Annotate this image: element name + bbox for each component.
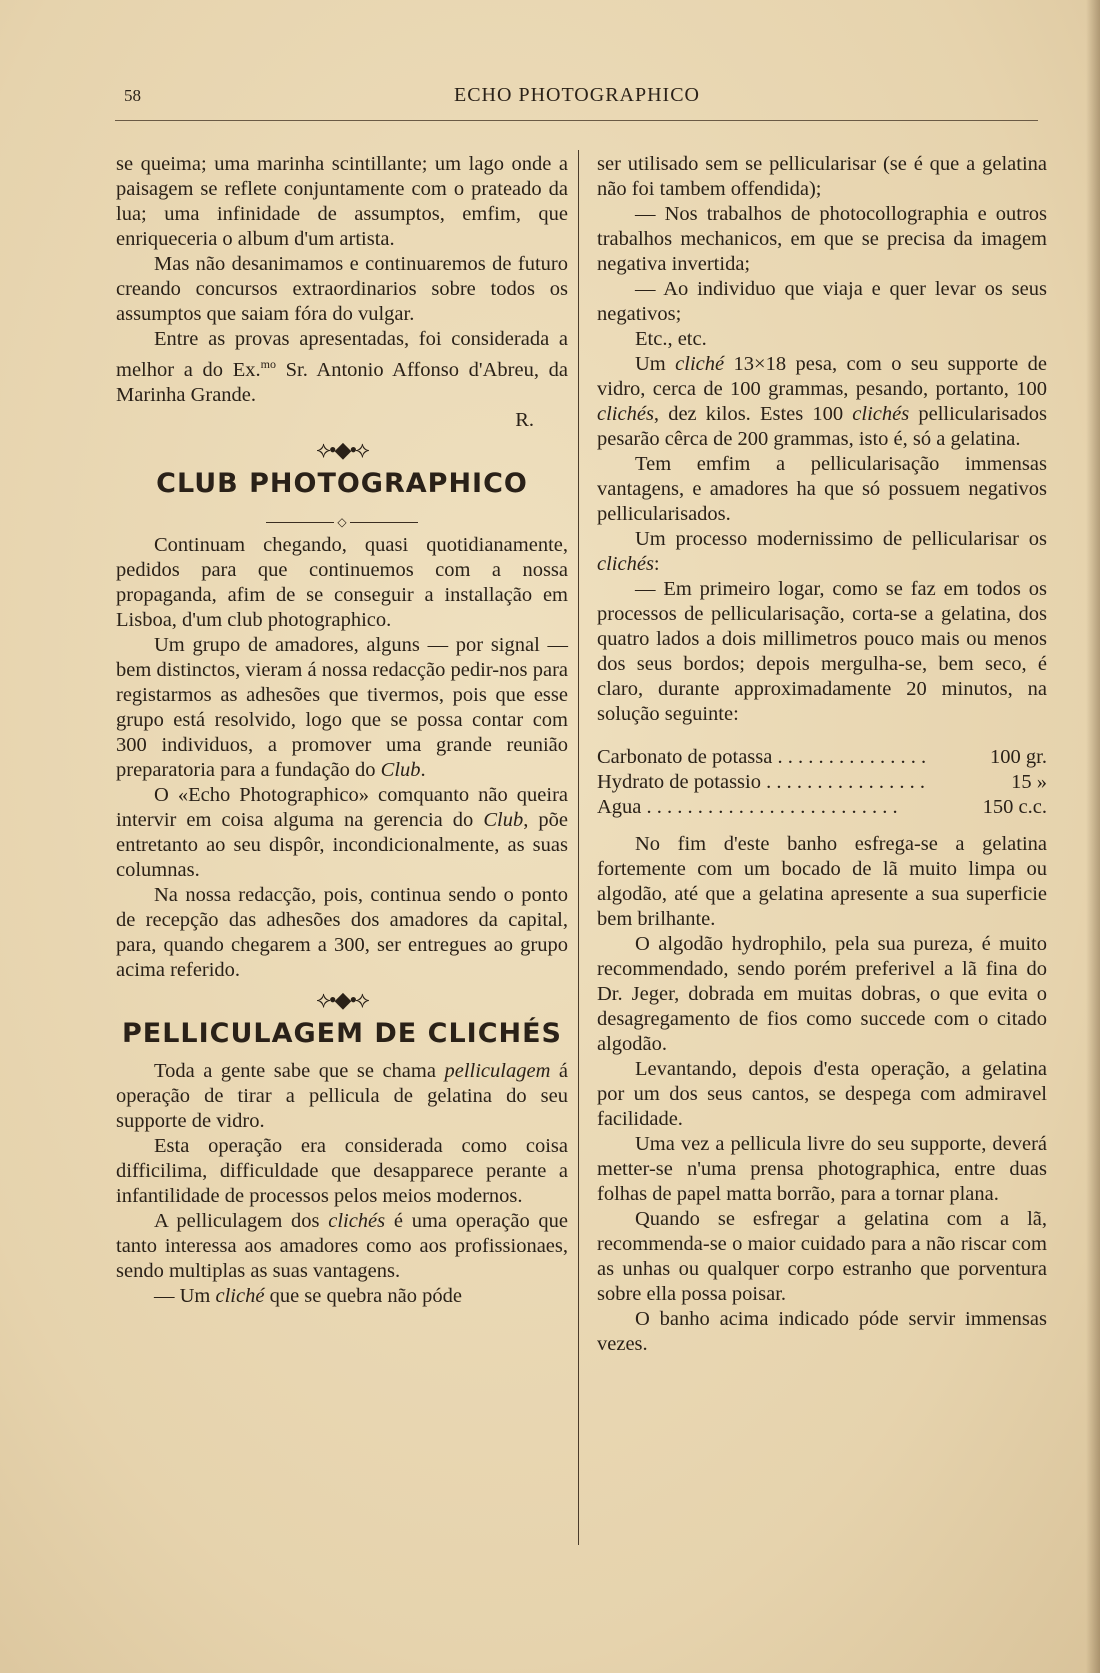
- italic-word: cliché: [215, 1284, 265, 1307]
- paragraph: Um grupo de amadores, alguns — por signal — bem distinctos, vieram á nossa redacção pedir-nos para registarmos as adhesões que tivermos, pois que esse grupo está resolvido, logo que se possa contar com 300 individuos, a promover uma grande reunião preparatoria para a fundação do Club.: [116, 633, 568, 781]
- paragraph: No fim d'este banho esfrega-se a gelatina fortemente com um bocado de lã muito limpa ou algodão, até que a gelatina apresente a sua superficie bem brilhante.: [597, 833, 1047, 930]
- text-run: é uma operação que tanto interessa aos amadores como aos profissionaes, sendo multiplas as suas vantagens.: [116, 1209, 569, 1282]
- formula-ingredient: Agua . . .: [597, 795, 931, 820]
- italic-word: pelliculagem: [444, 1059, 551, 1082]
- ornament-divider: ⟡•◆•⟡: [316, 986, 368, 1012]
- text-run: :: [653, 553, 660, 575]
- paragraph: — Em primeiro logar, como se faz em todos os processos de pellicularisação, corta-se a gelatina, dos quatro lados a dois millimetros pouco mais ou menos dos seus bordos; depois mergulha-se, bem seco, é claro, durante approximadamente 20 minutos, na solução seguinte:: [597, 578, 1047, 725]
- text-run: Um: [635, 353, 666, 375]
- formula-row: [597, 770, 1047, 795]
- paragraph: O banho acima indicado póde servir immensas vezes.: [597, 1308, 1047, 1355]
- left-column: [116, 152, 568, 1309]
- formula-row: [597, 745, 1047, 770]
- paragraph: Uma vez a pellicula livre do seu supporte, deverá metter-se n'uma prensa photographica, entre duas folhas de papel matta borrão, para a tornar plana.: [597, 1133, 1047, 1205]
- page-spine-shadow: [1086, 0, 1100, 1673]
- formula-quantity: 15 »: [1011, 771, 1047, 793]
- paragraph: Na nossa redacção, pois, continua sendo o ponto de recepção das adhesões dos amadores da capital, para, quando chegarem a 300, ser entregues ao grupo acima referido.: [116, 883, 568, 981]
- diamond-icon: ◇: [337, 514, 347, 529]
- text-run: Entre as provas apresentadas, foi considerada a melhor a do Ex.: [116, 328, 568, 381]
- italic-word: Club: [380, 758, 421, 781]
- formula-ingredient: Hydrato de potassio . . .: [597, 770, 931, 795]
- text-run: O «Echo Photographico» comquanto não queira intervir em coisa alguma na gerencia do: [116, 783, 568, 831]
- text-run: á operação de tirar a pellicula de gelatina do seu supporte de vidro.: [116, 1059, 569, 1132]
- paragraph: Mas não desanimamos e continuaremos de futuro creando concursos extraordinarios sobre todos os assumptos que saiam fóra do vulgar.: [116, 253, 568, 325]
- text-run: Um processo modernissimo de pellicularisar os: [635, 528, 1047, 550]
- text-run: , dez kilos. Estes 100: [653, 403, 844, 425]
- paragraph: [116, 1059, 568, 1134]
- formula-ingredient: Carbonato de potassa . . .: [597, 745, 931, 770]
- text-run: A pelliculagem dos: [154, 1209, 320, 1232]
- text-run: Um grupo de amadores, alguns — por signal — bem distinctos, vieram á nossa redacção pedir-nos para registarmos as adhesões que tivermos, pois que esse grupo está resolvido, logo que se possa contar com 300 individuos, a promover uma grande reunião preparatoria para a fundação do: [116, 633, 568, 781]
- formula-quantity: 150 c.c.: [982, 796, 1047, 818]
- text-run: pellicularisados pesarão cêrca de 200 grammas, isto é, só a gelatina.: [597, 403, 1048, 450]
- rule-line: [266, 522, 334, 523]
- formula-row: [597, 795, 1047, 820]
- paragraph: — Ao individuo que viaja e quer levar os seus negativos;: [597, 278, 1047, 325]
- italic-word: cliché: [675, 353, 725, 375]
- heading-rule: [116, 509, 568, 527]
- header-rule: [115, 120, 1038, 121]
- right-column: [597, 152, 1047, 1357]
- section-heading-club: CLUB PHOTOGRAPHICO: [156, 467, 528, 499]
- paragraph: [597, 527, 1047, 577]
- paragraph: — Nos trabalhos de photocollographia e outros trabalhos mechanicos, em que se precisa da imagem negativa invertida;: [597, 203, 1047, 275]
- column-rule: [578, 150, 579, 1545]
- superscript: mo: [260, 357, 276, 371]
- paragraph: O algodão hydrophilo, pela sua pureza, é muito recommendado, sendo porém preferivel a lã fina do Dr. Jeger, dobrada em muitas dobras, o que evita o desagregamento de fios como succede com o citado algodão.: [597, 933, 1047, 1055]
- text-run: Toda a gente sabe que se chama: [154, 1059, 436, 1082]
- section-heading-pelliculagem: PELLICULAGEM DE CLICHÉS: [121, 1017, 563, 1049]
- paragraph: Levantando, depois d'esta operação, a gelatina por um dos seus cantos, se despega com admiravel facilidade.: [597, 1058, 1047, 1130]
- page-header: [118, 84, 1036, 114]
- formula-quantity: 100 gr.: [990, 746, 1047, 768]
- paragraph: [116, 783, 568, 883]
- paragraph: se queima; uma marinha scintillante; um lago onde a paisagem se reflete conjuntamente com o prateado da lua; uma infinidade de assumptos, emfim, que enriqueceria o album d'um artista.: [116, 153, 568, 250]
- text-run: 13×18 pesa, com o seu supporte de vidro, cerca de 100 grammas, pesando, portanto, 100: [597, 353, 1047, 400]
- paragraph: Continuam chegando, quasi quotidianamente, pedidos para que continuemos com a nossa propaganda, afim de se conseguir a installação em Lisboa, d'um club photographico.: [116, 533, 568, 631]
- rule-line: [350, 522, 418, 523]
- paragraph: ser utilisado sem se pellicularisar (se é que a gelatina não foi tambem offendida);: [597, 153, 1047, 200]
- italic-word: clichés: [328, 1209, 386, 1232]
- paragraph: [597, 352, 1047, 452]
- paragraph: Tem emfim a pellicularisação immensas vantagens, e amadores ha que só possuem negativos pellicularisados.: [597, 453, 1047, 525]
- page-number: 58: [124, 86, 141, 105]
- paragraph: Esta operação era considerada como coisa difficilima, difficuldade que desapparece perante a infantilidade de processos pelos meios modernos.: [116, 1134, 568, 1207]
- paragraph: [116, 327, 568, 408]
- text-run: que se quebra não póde: [269, 1284, 462, 1307]
- running-title: ECHO PHOTOGRAPHICO: [454, 84, 700, 106]
- italic-word: clichés: [597, 403, 654, 425]
- paragraph: Quando se esfregar a gelatina com a lã, recommenda-se o maior cuidado para a não riscar com as unhas ou qualquer corpo estranho que porventura sobre ella possa poisar.: [597, 1208, 1047, 1305]
- paragraph: Etc., etc.: [635, 328, 707, 350]
- italic-word: clichés: [852, 403, 910, 425]
- paragraph: [116, 1209, 568, 1284]
- text-run: , põe entretanto ao seu dispôr, incondicionalmente, as suas columnas.: [116, 808, 568, 881]
- ornament-divider: ⟡•◆•⟡: [316, 436, 368, 462]
- italic-word: Club: [483, 808, 524, 831]
- formula-table: [597, 745, 1047, 820]
- italic-word: clichés: [597, 553, 654, 575]
- text-run: — Um: [154, 1284, 211, 1307]
- signature: R.: [515, 408, 534, 431]
- paragraph: [116, 1284, 568, 1309]
- text-run: Sr. Antonio Affonso d'Abreu, da Marinha Grande.: [116, 358, 568, 406]
